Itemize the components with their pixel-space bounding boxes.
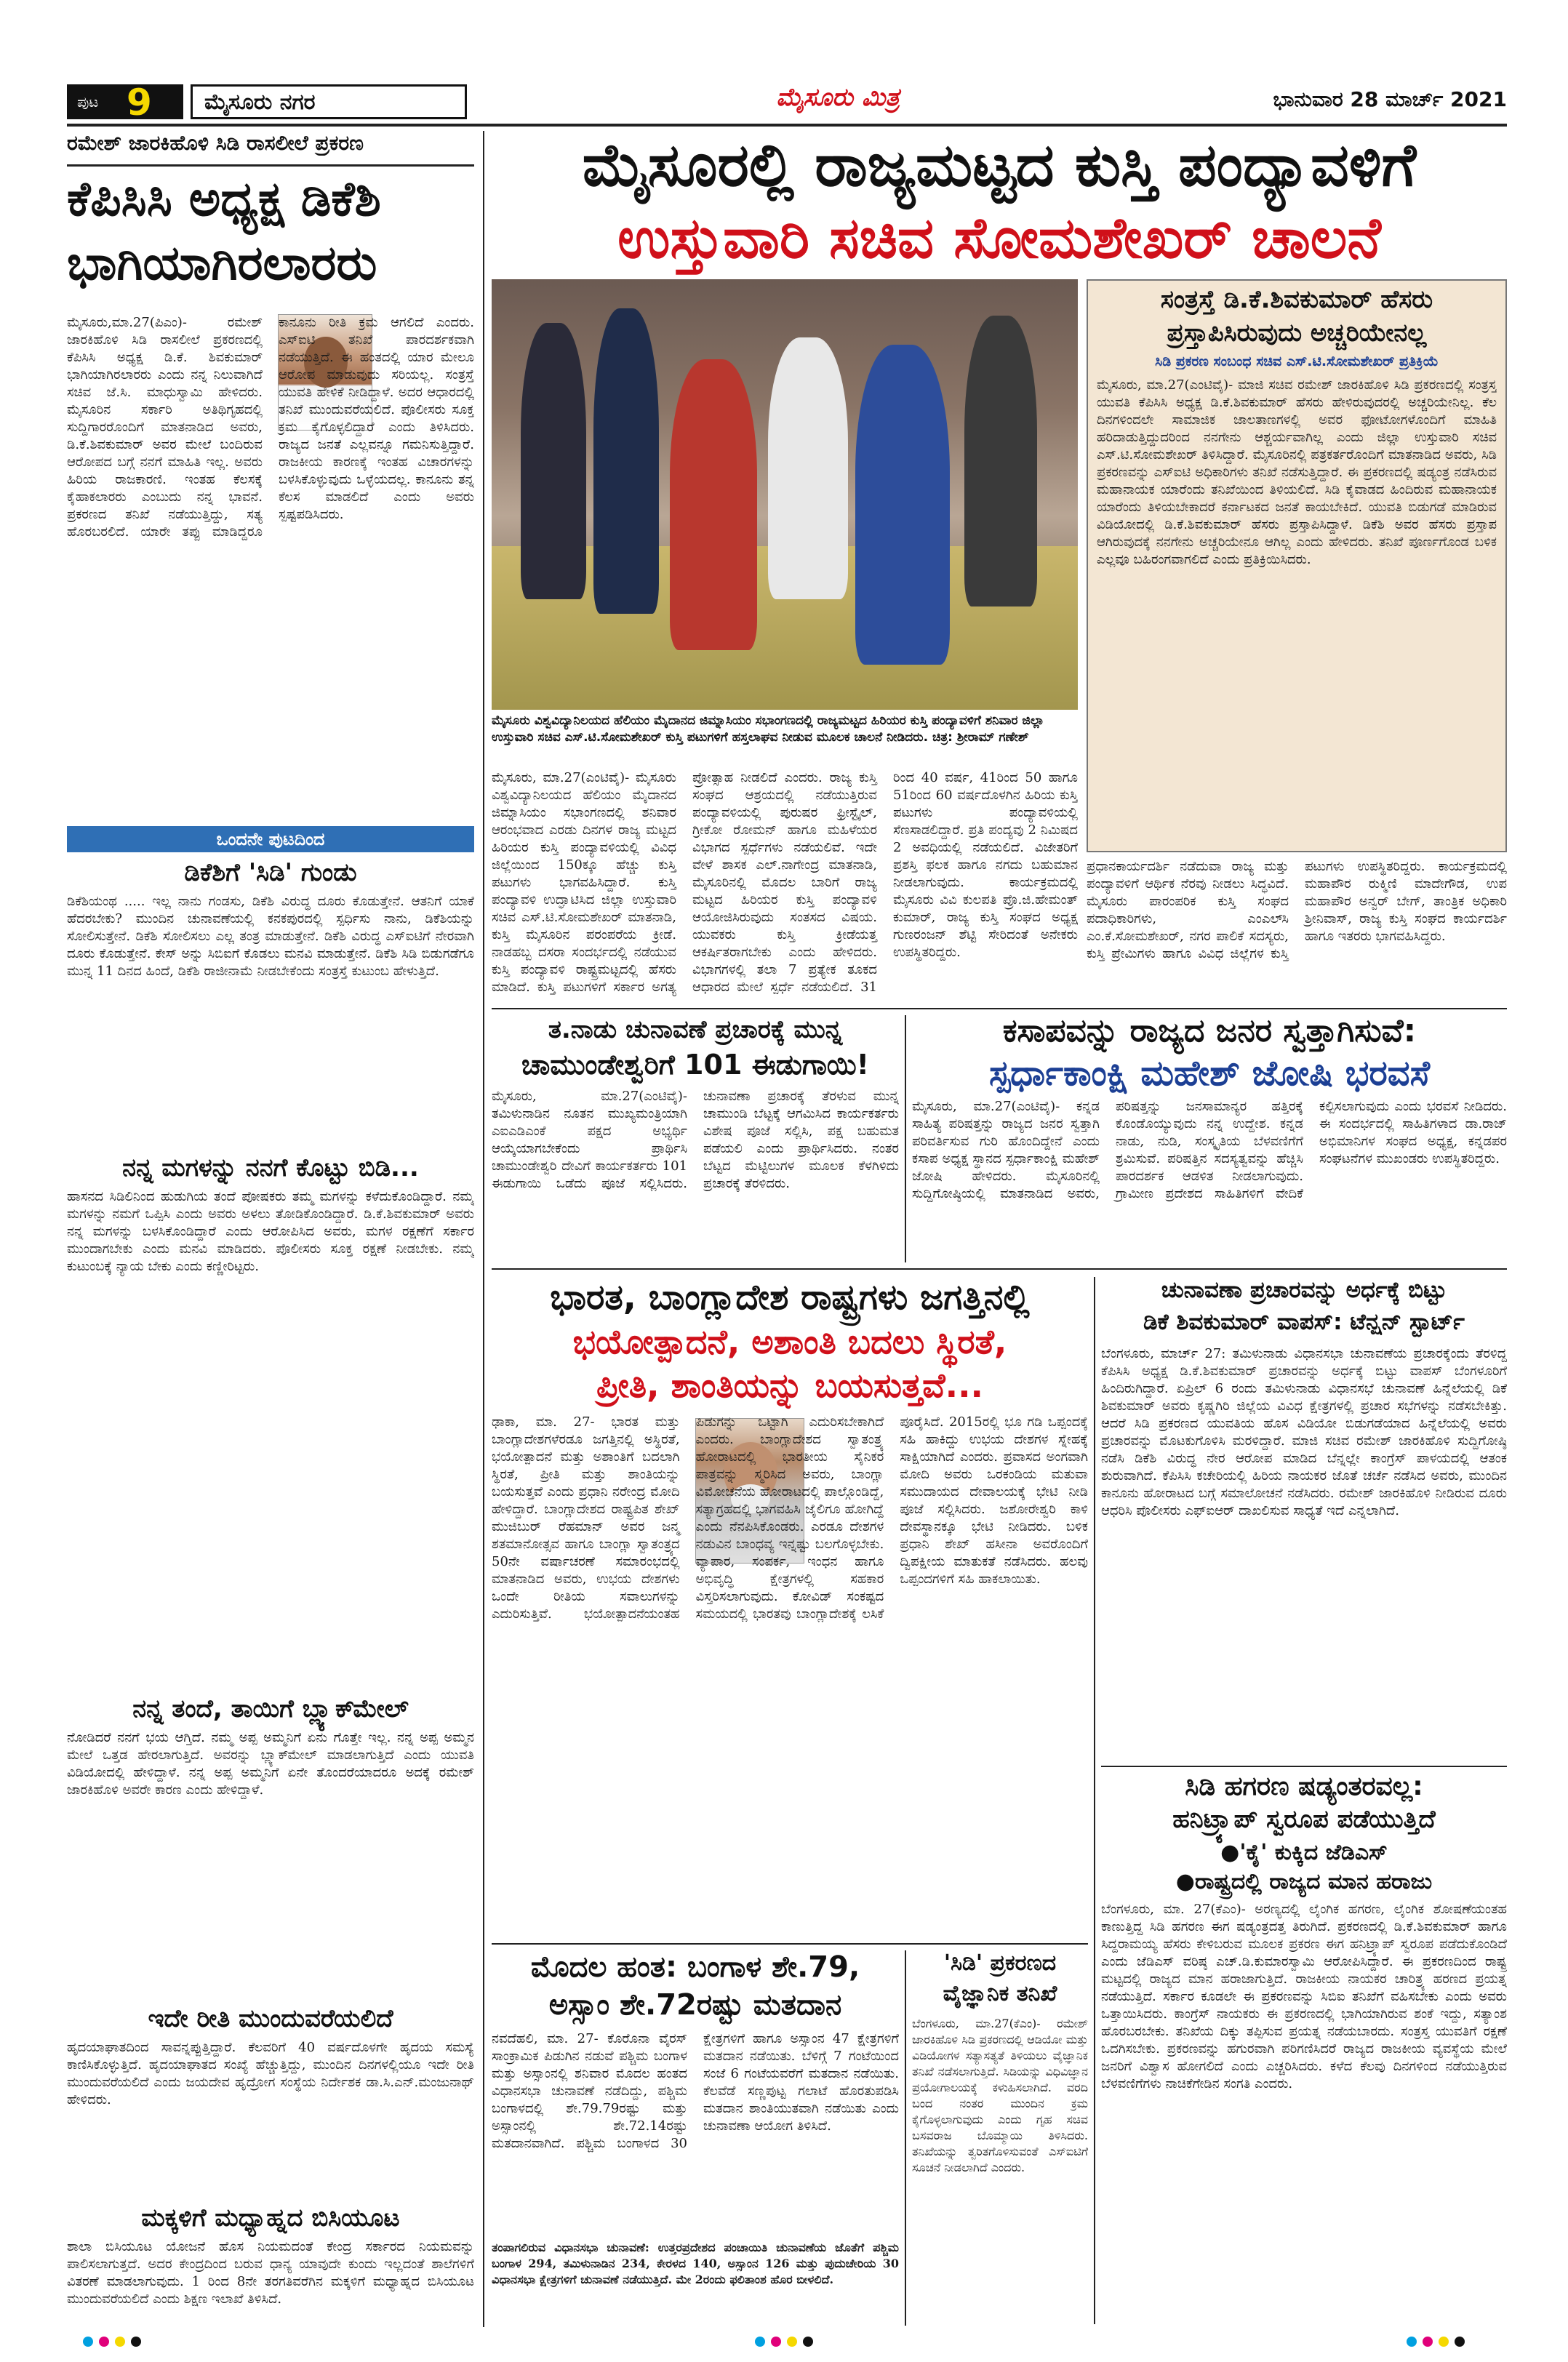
sidebar-headline-2: ಪ್ರಸ್ತಾಪಿಸಿರುವುದು ಅಚ್ಚರಿಯೇನಲ್ಲ <box>1167 319 1427 348</box>
lead-headline-1: ಮೈಸೂರಲ್ಲಿ ರಾಜ್ಯಮಟ್ಟದ ಕುಸ್ತಿ ಪಂದ್ಯಾವಳಿಗೆ <box>582 131 1417 200</box>
column-divider <box>483 131 484 2327</box>
chamundi-headline-2: ಚಾಮುಂಡೇಶ್ವರಿಗೆ 101 ಈಡುಗಾಯಿ! <box>521 1049 870 1081</box>
continued-title-1: ಡಿಕೆಶಿಗೆ 'ಸಿಡಿ' ಗುಂಡು <box>184 858 357 887</box>
registration-marks-left <box>80 2336 167 2350</box>
kasapa-body: ಮೈಸೂರು, ಮಾ.27(ಎಂಟಿವೈ)- ಕನ್ನಡ ಸಾಹಿತ್ಯ ಪರಿಷತ್ತನ್ನು ರಾಜ್ಯದ ಜನರ ಸ್ವತ್ತಾಗಿ ಪರಿವರ್ತಿಸುವ ಗುರಿ ಹೊಂದಿದ್ದೇನೆ ಎಂದು ಕಸಾಪ ಅಧ್ಯಕ್ಷ ಸ್ಥಾನದ ಸ್ಪರ್ಧಾಕಾಂಕ್ಷಿ ಮಹೇಶ್ ಜೋಷಿ ಹೇಳಿದರು. ಮೈಸೂರಿನಲ್ಲಿ ಸುದ್ದಿಗೋಷ್ಠಿಯಲ್ಲಿ ಮಾತನಾಡಿದ ಅವರು, ಪರಿಷತ್ತನ್ನು ಜನಸಾಮಾನ್ಯರ ಹತ್ತಿರಕ್ಕೆ ಕೊಂಡೊಯ್ಯುವುದು ನನ್ನ ಉದ್ದೇಶ. ಕನ್ನಡ ನಾಡು, ನುಡಿ, ಸಂಸ್ಕೃತಿಯ ಬೆಳವಣಿಗೆಗೆ ಶ್ರಮಿಸುವೆ. ಪರಿಷತ್ತಿನ ಸದಸ್ಯತ್ವವನ್ನು ಹೆಚ್ಚಿಸಿ ಪಾರದರ್ಶಕ ಆಡಳಿತ ನೀಡಲಾಗುವುದು. ಗ್ರಾಮೀಣ ಪ್ರದೇಶದ ಸಾಹಿತಿಗಳಿಗೆ ವೇದಿಕೆ ಕಲ್ಪಿಸಲಾಗುವುದು ಎಂದು ಭರವಸೆ ನೀಡಿದರು. ಈ ಸಂದರ್ಭದಲ್ಲಿ ಸಾಹಿತಿಗಳಾದ ಡಾ.ರಾಜ್ ಅಭಿಮಾನಿಗಳ ಸಂಘದ ಅಧ್ಯಕ್ಷ, ಕನ್ನಡಪರ ಸಂಘಟನೆಗಳ ಮುಖಂಡರು ಉಪಸ್ಥಿತರಿದ್ದರು. <box>912 1099 1507 1201</box>
honey-body: ಬೆಂಗಳೂರು, ಮಾ. 27(ಕೆಎಂ)- ಅರಣ್ಯದಲ್ಲಿ ಲೈಂಗಿಕ ಹಗರಣ, ಲೈಂಗಿಕ ಶೋಷಣೆಯಂತಹ ಕಾಣುತ್ತಿದ್ದ ಸಿಡಿ ಹಗರಣ ಈಗ ಷಡ್ಯಂತ್ರದತ್ತ ತಿರುಗಿದೆ. ಪ್ರಕರಣದಲ್ಲಿ ಡಿ.ಕೆ.ಶಿವಕುಮಾರ್ ಹಾಗೂ ಸಿದ್ದರಾಮಯ್ಯ ಹೆಸರು ಕೇಳಿಬರುವ ಮೂಲಕ ಪ್ರಕರಣ ಈಗ ಹನಿಟ್ರ್ಯಾಪ್ ಸ್ವರೂಪ ಪಡೆದುಕೊಂಡಿದೆ ಎಂದು ಜೆಡಿಎಸ್ ವರಿಷ್ಠ ಎಚ್.ಡಿ.ಕುಮಾರಸ್ವಾಮಿ ಆರೋಪಿಸಿದ್ದಾರೆ. ಈ ಪ್ರಕರಣದಿಂದ ರಾಷ್ಟ್ರ ಮಟ್ಟದಲ್ಲಿ ರಾಜ್ಯದ ಮಾನ ಹರಾಜಾಗುತ್ತಿದೆ. ರಾಜಕೀಯ ನಾಯಕರ ಚಾರಿತ್ರ್ಯ ಹರಣದ ಪ್ರಯತ್ನ ನಡೆಯುತ್ತಿದೆ. ಸರ್ಕಾರ ಕೂಡಲೇ ಈ ಪ್ರಕರಣವನ್ನು ಸಿಬಿಐ ತನಿಖೆಗೆ ವಹಿಸಬೇಕು ಎಂದು ಅವರು ಒತ್ತಾಯಿಸಿದರು. ಕಾಂಗ್ರೆಸ್ ನಾಯಕರು ಈ ಪ್ರಕರಣದಲ್ಲಿ ಭಾಗಿಯಾಗಿರುವ ಶಂಕೆ ಇದ್ದು, ಸತ್ಯಾಂಶ ಹೊರಬರಬೇಕು. ತನಿಖೆಯ ದಿಕ್ಕು ತಪ್ಪಿಸುವ ಪ್ರಯತ್ನ ನಡೆಯಬಾರದು. ಸಂತ್ರಸ್ತ ಯುವತಿಗೆ ರಕ್ಷಣೆ ಒದಗಿಸಬೇಕು. ಪ್ರಕರಣವನ್ನು ಹಗುರವಾಗಿ ಪರಿಗಣಿಸಿದರೆ ರಾಜ್ಯದ ರಾಜಕೀಯ ವ್ಯವಸ್ಥೆಯ ಮೇಲೆ ಜನರಿಗೆ ವಿಶ್ವಾಸ ಹೋಗಲಿದೆ ಎಂದು ಎಚ್ಚರಿಸಿದರು. ಕಳೆದ ಕೆಲವು ದಿನಗಳಿಂದ ನಡೆಯುತ್ತಿರುವ ಬೆಳವಣಿಗೆಗಳು ನಾಚಿಕೆಗೇಡಿನ ಸಂಗತಿ ಎಂದರು. <box>1101 1902 1507 2091</box>
continued-title-4: ಇದೇ ರೀತಿ ಮುಂದುವರೆಯಲಿದೆ <box>148 2004 393 2033</box>
continued-body-2: ಹಾಸನದ ಸಿಡಿಲಿನಿಂದ ಹುಡುಗಿಯ ತಂದೆ ಪೋಷಕರು ತಮ್ಮ ಮಗಳನ್ನು ಕಳೆದುಕೊಂಡಿದ್ದಾರೆ. ನಮ್ಮ ಮಗಳನ್ನು ನಮಗೆ ಒಪ್ಪಿಸಿ ಎಂದು ಅವರು ಅಳಲು ತೋಡಿಕೊಂಡಿದ್ದಾರೆ. ಡಿ.ಕೆ.ಶಿವಕುಮಾರ್ ಅವರು ನನ್ನ ಮಗಳನ್ನು ಬಳಸಿಕೊಂಡಿದ್ದಾರೆ ಎಂದು ಆರೋಪಿಸಿದ ಅವರು, ಮಗಳ ರಕ್ಷಣೆಗೆ ಸರ್ಕಾರ ಮುಂದಾಗಬೇಕು ಎಂದು ಮನವಿ ಮಾಡಿದರು. ಪೊಲೀಸರು ಸೂಕ್ತ ರಕ್ಷಣೆ ನೀಡಬೇಕು. ನಮ್ಮ ಕುಟುಂಬಕ್ಕೆ ನ್ಯಾಯ ಬೇಕು ಎಂದು ಕಣ್ಣೀರಿಟ್ಟರು. <box>67 1189 474 1274</box>
masthead <box>67 81 1507 122</box>
registration-marks-right <box>1404 2336 1491 2350</box>
divider <box>492 1943 1088 1945</box>
kpcc-headline-2: ಭಾಗಿಯಾಗಿರಲಾರರು <box>67 235 377 291</box>
column-divider <box>905 1950 906 2326</box>
continued-title-5: ಮಕ್ಕಳಿಗೆ ಮಧ್ಯಾಹ್ನದ ಬಿಸಿಯೂಟ <box>141 2203 400 2233</box>
sidebar-body: ಮೈಸೂರು, ಮಾ.27(ಎಂಟಿವೈ)- ಮಾಜಿ ಸಚಿವ ರಮೇಶ್ ಜಾರಕಿಹೊಳಿ ಸಿಡಿ ಪ್ರಕರಣದಲ್ಲಿ ಸಂತ್ರಸ್ತ ಯುವತಿ ಕೆಪಿಸಿಸಿ ಅಧ್ಯಕ್ಷ ಡಿ.ಕೆ.ಶಿವಕುಮಾರ್ ಹೆಸರು ಹೇಳಿರುವುದರಲ್ಲಿ ಅಚ್ಚರಿಯೇನಿಲ್ಲ. ಕೆಲ ದಿನಗಳಿಂದಲೇ ಸಾಮಾಜಿಕ ಜಾಲತಾಣಗಳಲ್ಲಿ ಅವರ ಫೋಟೋಗಳೊಂದಿಗೆ ಮಾಹಿತಿ ಹರಿದಾಡುತ್ತಿದ್ದುದರಿಂದ ನನಗೇನು ಆಶ್ಚರ್ಯವಾಗಿಲ್ಲ ಎಂದು ಜಿಲ್ಲಾ ಉಸ್ತುವಾರಿ ಸಚಿವ ಎಸ್.ಟಿ.ಸೋಮಶೇಖರ್ ತಿಳಿಸಿದ್ದಾರೆ. ಮೈಸೂರಿನಲ್ಲಿ ಪತ್ರಕರ್ತರೊಂದಿಗೆ ಮಾತನಾಡಿದ ಅವರು, ಸಿಡಿ ಪ್ರಕರಣವನ್ನು ಎಸ್‍ಐಟಿ ಅಧಿಕಾರಿಗಳು ತನಿಖೆ ನಡೆಸುತ್ತಿದ್ದಾರೆ. ಈ ಪ್ರಕರಣದಲ್ಲಿ ಷಡ್ಯಂತ್ರ ನಡೆಸಿರುವ ಮಹಾನಾಯಕ ಯಾರೆಂದು ತನಿಖೆಯಿಂದ ತಿಳಿಯಲಿದೆ. ಸಿಡಿ ಕೈವಾಡದ ಹಿಂದಿರುವ ಮಹಾನಾಯಕ ಯಾರೆಂದು ತಿಳಿಯಬೇಕಾದರೆ ಕರ್ನಾಟಕದ ಜನತೆ ಕಾಯಬೇಕಿದೆ. ಯುವತಿ ಬಿಡುಗಡೆ ಮಾಡಿರುವ ವಿಡಿಯೋದಲ್ಲಿ ಡಿ.ಕೆ.ಶಿವಕುಮಾರ್ ಹೆಸರು ಪ್ರಸ್ತಾಪಿಸಿದ್ದಾಳೆ. ಡಿಕೆಶಿ ಅವರ ಹೆಸರು ಪ್ರಸ್ತಾಪ ಆಗಿರುವುದಕ್ಕೆ ನನಗೇನು ಅಚ್ಚರಿಯೇನೂ ಆಗಿಲ್ಲ ಎಂದು ಹೇಳಿದರು. ತನಿಖೆ ಪೂರ್ಣಗೊಂಡ ಬಳಿಕ ಎಲ್ಲವೂ ಬಹಿರಂಗವಾಗಲಿದೆ ಎಂದು ಪ್ರತಿಕ್ರಿಯಿಸಿದರು. <box>1097 377 1497 567</box>
registration-dot <box>131 2337 141 2347</box>
chamundi-body: ಮೈಸೂರು, ಮಾ.27(ಎಂಟಿವೈ)- ತಮಿಳುನಾಡಿನ ನೂತನ ಮುಖ್ಯಮಂತ್ರಿಯಾಗಿ ಎಐಎಡಿಎಂಕೆ ಪಕ್ಷದ ಅಭ್ಯರ್ಥಿ ಆಯ್ಕೆಯಾಗಬೇಕೆಂದು ಪ್ರಾರ್ಥಿಸಿ ಚಾಮುಂಡೇಶ್ವರಿ ದೇವಿಗೆ ಕಾರ್ಯಕರ್ತರು 101 ಈಡುಗಾಯಿ ಒಡೆದು ಪೂಜೆ ಸಲ್ಲಿಸಿದರು. ಚುನಾವಣಾ ಪ್ರಚಾರಕ್ಕೆ ತೆರಳುವ ಮುನ್ನ ಚಾಮುಂಡಿ ಬೆಟ್ಟಕ್ಕೆ ಆಗಮಿಸಿದ ಕಾರ್ಯಕರ್ತರು ವಿಶೇಷ ಪೂಜೆ ಸಲ್ಲಿಸಿ, ಪಕ್ಷ ಬಹುಮತ ಪಡೆಯಲಿ ಎಂದು ಪ್ರಾರ್ಥಿಸಿದರು. ನಂತರ ಬೆಟ್ಟದ ಮೆಟ್ಟಿಲುಗಳ ಮೂಲಕ ಕೆಳಗಿಳಿದು ಪ್ರಚಾರಕ್ಕೆ ತೆರಳಿದರು. <box>492 1089 899 1191</box>
sidebar-dks-box <box>1087 279 1507 852</box>
dks-wapas-body: ಬೆಂಗಳೂರು, ಮಾರ್ಚ್ 27: ತಮಿಳುನಾಡು ವಿಧಾನಸಭಾ ಚುನಾವಣೆಯ ಪ್ರಚಾರಕ್ಕೆಂದು ತೆರಳಿದ್ದ ಕೆಪಿಸಿಸಿ ಅಧ್ಯಕ್ಷ ಡಿ.ಕೆ.ಶಿವಕುಮಾರ್ ಪ್ರಚಾರವನ್ನು ಅರ್ಧಕ್ಕೆ ಬಿಟ್ಟು ವಾಪಸ್ ಬೆಂಗಳೂರಿಗೆ ಹಿಂದಿರುಗಿದ್ದಾರೆ. ಏಪ್ರಿಲ್ 6 ರಂದು ತಮಿಳುನಾಡು ವಿಧಾನಸಭೆ ಚುನಾವಣೆ ಹಿನ್ನೆಲೆಯಲ್ಲಿ ಡಿಕೆ ಶಿವಕುಮಾರ್ ಅವರು ಕೃಷ್ಣಗಿರಿ ಜಿಲ್ಲೆಯ ವಿವಿಧ ಕ್ಷೇತ್ರಗಳಲ್ಲಿ ಪ್ರಚಾರ ಸಭೆಗಳನ್ನು ನಡೆಸಬೇಕಿತ್ತು. ಆದರೆ ಸಿಡಿ ಪ್ರಕರಣದ ಯುವತಿಯ ಹೊಸ ವಿಡಿಯೋ ಬಿಡುಗಡೆಯಾದ ಹಿನ್ನೆಲೆಯಲ್ಲಿ ಅವರು ಪ್ರಚಾರವನ್ನು ಮೊಟಕುಗೊಳಿಸಿ ಮರಳಿದ್ದಾರೆ. ಮಾಜಿ ಸಚಿವ ರಮೇಶ್ ಜಾರಕಿಹೊಳಿ ಸುದ್ದಿಗೋಷ್ಠಿ ನಡೆಸಿ ಡಿಕೆಶಿ ವಿರುದ್ಧ ನೇರ ಆರೋಪ ಮಾಡಿದ ಬೆನ್ನಲ್ಲೇ ಕಾಂಗ್ರೆಸ್ ಪಾಳಯದಲ್ಲಿ ಆತಂಕ ಶುರುವಾಗಿದೆ. ಕೆಪಿಸಿಸಿ ಕಚೇರಿಯಲ್ಲಿ ಹಿರಿಯ ನಾಯಕರ ಜೊತೆ ಚರ್ಚೆ ನಡೆಸಿದ ಅವರು, ಮುಂದಿನ ಕಾನೂನು ಹೋರಾಟದ ಬಗ್ಗೆ ಸಮಾಲೋಚನೆ ನಡೆಸಿದರು. ರಮೇಶ್ ಜಾರಕಿಹೊಳಿ ನೀಡಿರುವ ದೂರು ಆಧರಿಸಿ ಪೊಲೀಸರು ಎಫ್‍ಐಆರ್ ದಾಖಲಿಸುವ ಸಾಧ್ಯತೆ ಇದೆ ಎನ್ನಲಾಗಿದೆ. <box>1101 1346 1507 1518</box>
sidebar-deck: ಸಿಡಿ ಪ್ರಕರಣ ಸಂಬಂಧ ಸಚಿವ ಎಸ್.ಟಿ.ಸೋಮಶೇಖರ್ ಪ್ರತಿಕ್ರಿಯೆ <box>1155 353 1439 369</box>
masthead-rule <box>67 124 1507 127</box>
paper-name: ಮೈಸೂರು ಮಿತ್ರ <box>776 83 900 112</box>
registration-dot <box>99 2337 109 2347</box>
sidebar-headline-1: ಸಂತ್ರಸ್ತೆ ಡಿ.ಕೆ.ಶಿವಕುಮಾರ್ ಹೆಸರು <box>1160 285 1433 314</box>
registration-dot <box>1423 2337 1433 2347</box>
continued-title-2: ನನ್ನ ಮಗಳನ್ನು ನನಗೆ ಕೊಟ್ಟು ಬಿಡಿ... <box>122 1153 419 1182</box>
continued-body-3: ನೋಡಿದರೆ ನನಗೆ ಭಯ ಆಗ್ತಿದೆ. ನಮ್ಮ ಅಪ್ಪ ಅಮ್ಮನಿಗೆ ಏನು ಗೊತ್ತೇ ಇಲ್ಲ. ನನ್ನ ಅಪ್ಪ ಅಮ್ಮನ ಮೇಲೆ ಒತ್ತಡ ಹೇರಲಾಗುತ್ತಿದೆ. ಅವರನ್ನು ಬ್ಲ್ಯಾಕ್‍ಮೇಲ್ ಮಾಡಲಾಗುತ್ತಿದೆ ಎಂದು ಯುವತಿ ವಿಡಿಯೋದಲ್ಲಿ ಹೇಳಿದ್ದಾಳೆ. ನನ್ನ ಅಪ್ಪ ಅಮ್ಮನಿಗೆ ಏನೇ ತೊಂದರೆಯಾದರೂ ಅದಕ್ಕೆ ರಮೇಶ್ ಜಾರಕಿಹೊಳಿ ಅವರೇ ಕಾರಣ ಎಂದು ಹೇಳಿದ್ದಾಳೆ. <box>67 1730 474 1798</box>
kpcc-kicker: ರಮೇಶ್ ಜಾರಕಿಹೊಳಿ ಸಿಡಿ ರಾಸಲೀಲೆ ಪ್ರಕರಣ <box>67 131 364 155</box>
section-name: ಮೈಸೂರು ನಗರ <box>191 84 467 119</box>
photo-person <box>964 316 1037 606</box>
photo-person <box>768 337 848 599</box>
divider <box>1101 1766 1507 1767</box>
kasapa-headline-1: ಕಸಾಪವನ್ನು ರಾಜ್ಯದ ಜನರ ಸ್ವತ್ತಾಗಿಸುವೆ: <box>1002 1012 1417 1049</box>
india-headline-3: ಪ್ರೀತಿ, ಶಾಂತಿಯನ್ನು ಬಯಸುತ್ತವೆ... <box>596 1366 984 1405</box>
registration-dot <box>1407 2337 1417 2347</box>
registration-dot <box>1439 2337 1449 2347</box>
cd-probe-body: ಬೆಂಗಳೂರು, ಮಾ.27(ಕೆಎಂ)- ರಮೇಶ್ ಜಾರಕಿಹೊಳಿ ಸಿಡಿ ಪ್ರಕರಣದಲ್ಲಿ ಆಡಿಯೋ ಮತ್ತು ವಿಡಿಯೋಗಳ ಸತ್ಯಾಸತ್ಯತೆ ತಿಳಿಯಲು ವೈಜ್ಞಾನಿಕ ತನಿಖೆ ನಡೆಸಲಾಗುತ್ತಿದೆ. ಸಿಡಿಯನ್ನು ವಿಧಿವಿಜ್ಞಾನ ಪ್ರಯೋಗಾಲಯಕ್ಕೆ ಕಳುಹಿಸಲಾಗಿದೆ. ವರದಿ ಬಂದ ನಂತರ ಮುಂದಿನ ಕ್ರಮ ಕೈಗೊಳ್ಳಲಾಗುವುದು ಎಂದು ಗೃಹ ಸಚಿವ ಬಸವರಾಜ ಬೊಮ್ಮಾಯಿ ತಿಳಿಸಿದರು. ತನಿಖೆಯನ್ನು ತ್ವರಿತಗೊಳಿಸುವಂತೆ ಎಸ್‍ಐಟಿಗೆ ಸೂಚನೆ ನೀಡಲಾಗಿದೆ ಎಂದರು. <box>912 2017 1088 2174</box>
honey-headline-1: ಸಿಡಿ ಹಗರಣ ಷಡ್ಯಂತರವಲ್ಲ: <box>1185 1772 1423 1801</box>
photo-person <box>593 308 659 614</box>
photo-person <box>855 345 950 665</box>
kpcc-body: ಮೈಸೂರು,ಮಾ.27(ಪಿಎಂ)- ರಮೇಶ್ ಜಾರಕಿಹೊಳಿ ಸಿಡಿ ರಾಸಲೀಲೆ ಪ್ರಕರಣದಲ್ಲಿ ಕೆಪಿಸಿಸಿ ಅಧ್ಯಕ್ಷ ಡಿ.ಕೆ. ಶಿವಕುಮಾರ್ ಭಾಗಿಯಾಗಿರಲಾರರು ಎಂದು ನನ್ನ ನಿಲುವಾಗಿದೆ ಸಚಿವ ಜೆ.ಸಿ. ಮಾಧುಸ್ವಾಮಿ ಹೇಳಿದರು. ಮೈಸೂರಿನ ಸರ್ಕಾರಿ ಅತಿಥಿಗೃಹದಲ್ಲಿ ಸುದ್ದಿಗಾರರೊಂದಿಗೆ ಮಾತನಾಡಿದ ಅವರು, ಡಿ.ಕೆ.ಶಿವಕುಮಾರ್ ಅವರ ಮೇಲೆ ಬಂದಿರುವ ಆರೋಪದ ಬಗ್ಗೆ ನನಗೆ ಮಾಹಿತಿ ಇಲ್ಲ. ಅವರು ಹಿರಿಯ ರಾಜಕಾರಣಿ. ಇಂತಹ ಕೆಲಸಕ್ಕೆ ಕೈಹಾಕಲಾರರು ಎಂಬುದು ನನ್ನ ಭಾವನೆ. ಪ್ರಕರಣದ ತನಿಖೆ ನಡೆಯುತ್ತಿದ್ದು, ಸತ್ಯ ಹೊರಬರಲಿದೆ. ಯಾರೇ ತಪ್ಪು ಮಾಡಿದ್ದರೂ ಕಾನೂನು ರೀತಿ ಕ್ರಮ ಆಗಲಿದೆ ಎಂದರು. ಎಸ್‍ಐಟಿ ತನಿಖೆ ಪಾರದರ್ಶಕವಾಗಿ ನಡೆಯುತ್ತಿದೆ. ಈ ಹಂತದಲ್ಲಿ ಯಾರ ಮೇಲೂ ಆರೋಪ ಮಾಡುವುದು ಸರಿಯಲ್ಲ. ಸಂತ್ರಸ್ತೆ ಯುವತಿ ಹೇಳಿಕೆ ನೀಡಿದ್ದಾಳೆ. ಅದರ ಆಧಾರದಲ್ಲಿ ತನಿಖೆ ಮುಂದುವರೆಯಲಿದೆ. ಪೊಲೀಸರು ಸೂಕ್ತ ಕ್ರಮ ಕೈಗೊಳ್ಳಲಿದ್ದಾರೆ ಎಂದು ತಿಳಿಸಿದರು. ರಾಜ್ಯದ ಜನತೆ ಎಲ್ಲವನ್ನೂ ಗಮನಿಸುತ್ತಿದ್ದಾರೆ. ರಾಜಕೀಯ ಕಾರಣಕ್ಕೆ ಇಂತಹ ವಿಚಾರಗಳನ್ನು ಬಳಸಿಕೊಳ್ಳುವುದು ಒಳ್ಳೆಯದಲ್ಲ. ಕಾನೂನು ತನ್ನ ಕೆಲಸ ಮಾಡಲಿದೆ ಎಂದು ಅವರು ಸ್ಪಷ್ಟಪಡಿಸಿದರು. <box>67 315 474 540</box>
registration-dot <box>771 2337 781 2347</box>
india-headline-1: ಭಾರತ, ಬಾಂಗ್ಲಾದೇಶ ರಾಷ್ಟ್ರಗಳು ಜಗತ್ತಿನಲ್ಲಿ <box>550 1277 1030 1318</box>
issue-date: ಭಾನುವಾರ 28 ಮಾರ್ಚ್ 2021 <box>1273 87 1507 111</box>
india-body: ಢಾಕಾ, ಮಾ. 27- ಭಾರತ ಮತ್ತು ಬಾಂಗ್ಲಾದೇಶಗಳೆರಡೂ ಜಗತ್ತಿನಲ್ಲಿ ಅಸ್ಥಿರತೆ, ಭಯೋತ್ಪಾದನೆ ಮತ್ತು ಅಶಾಂತಿಗೆ ಬದಲಾಗಿ ಸ್ಥಿರತೆ, ಪ್ರೀತಿ ಮತ್ತು ಶಾಂತಿಯನ್ನು ಬಯಸುತ್ತವೆ ಎಂದು ಪ್ರಧಾನಿ ನರೇಂದ್ರ ಮೋದಿ ಹೇಳಿದ್ದಾರೆ. ಬಾಂಗ್ಲಾದೇಶದ ರಾಷ್ಟ್ರಪಿತ ಶೇಖ್ ಮುಜಿಬುರ್ ರೆಹಮಾನ್ ಅವರ ಜನ್ಮ ಶತಮಾನೋತ್ಸವ ಹಾಗೂ ಬಾಂಗ್ಲಾ ಸ್ವಾತಂತ್ರ್ಯದ 50ನೇ ವರ್ಷಾಚರಣೆ ಸಮಾರಂಭದಲ್ಲಿ ಮಾತನಾಡಿದ ಅವರು, ಉಭಯ ದೇಶಗಳು ಒಂದೇ ರೀತಿಯ ಸವಾಲುಗಳನ್ನು ಎದುರಿಸುತ್ತಿವೆ. ಭಯೋತ್ಪಾದನೆಯಂತಹ ಪಿಡುಗನ್ನು ಒಟ್ಟಾಗಿ ಎದುರಿಸಬೇಕಾಗಿದೆ ಎಂದರು. ಬಾಂಗ್ಲಾದೇಶದ ಸ್ವಾತಂತ್ರ್ಯ ಹೋರಾಟದಲ್ಲಿ ಭಾರತೀಯ ಸೈನಿಕರ ಪಾತ್ರವನ್ನು ಸ್ಮರಿಸಿದ ಅವರು, ಬಾಂಗ್ಲಾ ವಿಮೋಚನೆಯ ಹೋರಾಟದಲ್ಲಿ ಪಾಲ್ಗೊಂಡಿದ್ದೆ, ಸತ್ಯಾಗ್ರಹದಲ್ಲಿ ಭಾಗವಹಿಸಿ ಜೈಲಿಗೂ ಹೋಗಿದ್ದೆ ಎಂದು ನೆನಪಿಸಿಕೊಂಡರು. ಎರಡೂ ದೇಶಗಳ ನಡುವಿನ ಬಾಂಧವ್ಯ ಇನ್ನಷ್ಟು ಬಲಗೊಳ್ಳಬೇಕು. ವ್ಯಾಪಾರ, ಸಂಪರ್ಕ, ಇಂಧನ ಹಾಗೂ ಅಭಿವೃದ್ಧಿ ಕ್ಷೇತ್ರಗಳಲ್ಲಿ ಸಹಕಾರ ವಿಸ್ತರಿಸಲಾಗುವುದು. ಕೋವಿಡ್ ಸಂಕಷ್ಟದ ಸಮಯದಲ್ಲಿ ಭಾರತವು ಬಾಂಗ್ಲಾದೇಶಕ್ಕೆ ಲಸಿಕೆ ಪೂರೈಸಿದೆ. 2015ರಲ್ಲಿ ಭೂ ಗಡಿ ಒಪ್ಪಂದಕ್ಕೆ ಸಹಿ ಹಾಕಿದ್ದು ಉಭಯ ದೇಶಗಳ ಸ್ನೇಹಕ್ಕೆ ಸಾಕ್ಷಿಯಾಗಿದೆ ಎಂದರು. ಪ್ರವಾಸದ ಅಂಗವಾಗಿ ಮೋದಿ ಅವರು ಒರಕಂಡಿಯ ಮತುವಾ ಸಮುದಾಯದ ದೇವಾಲಯಕ್ಕೆ ಭೇಟಿ ನೀಡಿ ಪೂಜೆ ಸಲ್ಲಿಸಿದರು. ಜಶೋರೇಶ್ವರಿ ಕಾಳಿ ದೇವಸ್ಥಾನಕ್ಕೂ ಭೇಟಿ ನೀಡಿದರು. ಬಳಿಕ ಪ್ರಧಾನಿ ಶೇಖ್ ಹಸೀನಾ ಅವರೊಂದಿಗೆ ದ್ವಿಪಕ್ಷೀಯ ಮಾತುಕತೆ ನಡೆಸಿದರು. ಹಲವು ಒಪ್ಪಂದಗಳಿಗೆ ಸಹಿ ಹಾಕಲಾಯಿತು. <box>492 1414 1088 1622</box>
dks-wapas-headline-2: ಡಿಕೆ ಶಿವಕುಮಾರ್ ವಾಪಸ್: ಟೆನ್ಷನ್ ಸ್ಟಾರ್ಟ್ <box>1143 1309 1465 1335</box>
continued-title-3: ನನ್ನ ತಂದೆ, ತಾಯಿಗೆ ಬ್ಲ್ಯಾಕ್‍ಮೇಲ್ <box>132 1694 409 1724</box>
continued-body-1: ಡಿಕೆಶಿಯಂಥ ..... ಇಲ್ಲ ನಾನು ಗಂಡಸು, ಡಿಕೆಶಿ ವಿರುದ್ಧ ದೂರು ಕೊಡುತ್ತೇನೆ. ಆತನಿಗೆ ಯಾಕೆ ಹೆದರಬೇಕು? ಮುಂದಿನ ಚುನಾವಣೆಯಲ್ಲಿ ಕನಕಪುರದಲ್ಲಿ ಸ್ಪರ್ಧಿಸು ನಾನು, ಡಿಕೆಶಿಯನ್ನು ಸೋಲಿಸುತ್ತೇನೆ. ಡಿಕೆಶಿ ಸೋಲಿಸಲು ಎಲ್ಲ ತಂತ್ರ ಮಾಡುತ್ತೇನೆ. ಡಿಕೆಶಿ ವಿರುದ್ಧ ಎಸ್‍ಐಟಿಗೆ ನೇರವಾಗಿ ದೂರು ಕೊಡುತ್ತೇನೆ. ಕೇಸ್ ಅನ್ನು ಸಿಬಿಐಗೆ ಕೊಡಲು ಮನವಿ ಮಾಡುತ್ತೇನೆ. ಡಿಕೆಶಿ ಸಿಡಿ ಬಿಡುಗಡೆಗೂ ಮುನ್ನ 11 ದಿನದ ಹಿಂದೆ, ಡಿಕೆಶಿ ರಾಜೀನಾಮೆ ನೀಡಬೇಕೆಂದು ಸಂತ್ರಸ್ತೆ ಕುಟುಂಬ ಹೇಳುತ್ತಿದೆ. <box>67 894 474 979</box>
page-number: 9 <box>127 81 152 124</box>
election-body: ನವದೆಹಲಿ, ಮಾ. 27- ಕೊರೊನಾ ವೈರಸ್ ಸಾಂಕ್ರಾಮಿಕ ಪಿಡುಗಿನ ನಡುವೆ ಪಶ್ಚಿಮ ಬಂಗಾಳ ಮತ್ತು ಅಸ್ಸಾಂನಲ್ಲಿ ಶನಿವಾರ ಮೊದಲ ಹಂತದ ವಿಧಾನಸಭಾ ಚುನಾವಣೆ ನಡೆದಿದ್ದು, ಪಶ್ಚಿಮ ಬಂಗಾಳದಲ್ಲಿ ಶೇ.79.79ರಷ್ಟು ಮತ್ತು ಅಸ್ಸಾಂನಲ್ಲಿ ಶೇ.72.14ರಷ್ಟು ಮತದಾನವಾಗಿದೆ. ಪಶ್ಚಿಮ ಬಂಗಾಳದ 30 ಕ್ಷೇತ್ರಗಳಿಗೆ ಹಾಗೂ ಅಸ್ಸಾಂನ 47 ಕ್ಷೇತ್ರಗಳಿಗೆ ಮತದಾನ ನಡೆಯಿತು. ಬೆಳಿಗ್ಗೆ 7 ಗಂಟೆಯಿಂದ ಸಂಜೆ 6 ಗಂಟೆಯವರೆಗೆ ಮತದಾನ ನಡೆಯಿತು. ಕೆಲವೆಡೆ ಸಣ್ಣಪುಟ್ಟ ಗಲಾಟೆ ಹೊರತುಪಡಿಸಿ ಮತದಾನ ಶಾಂತಿಯುತವಾಗಿ ನಡೆಯಿತು ಎಂದು ಚುನಾವಣಾ ಆಯೋಗ ತಿಳಿಸಿದೆ. <box>492 2031 899 2151</box>
chamundi-headline-1: ತ.ನಾಡು ಚುನಾವಣೆ ಪ್ರಚಾರಕ್ಕೆ ಮುನ್ನ <box>548 1015 843 1044</box>
honey-headline-2: ಹನಿಟ್ರ್ಯಾಪ್ ಸ್ವರೂಪ ಪಡೆಯುತ್ತಿದೆ <box>1172 1805 1436 1834</box>
divider <box>67 164 474 167</box>
lead-body: ಮೈಸೂರು, ಮಾ.27(ಎಂಟಿವೈ)- ಮೈಸೂರು ವಿಶ್ವವಿದ್ಯಾನಿಲಯದ ಹೆಲಿಯಂ ಮೈದಾನದ ಜಿಮ್ನಾಸಿಯಂ ಸಭಾಂಗಣದಲ್ಲಿ ಶನಿವಾರ ಆರಂಭವಾದ ಎರಡು ದಿನಗಳ ರಾಜ್ಯ ಮಟ್ಟದ ಹಿರಿಯರ ಕುಸ್ತಿ ಪಂದ್ಯಾವಳಿಯಲ್ಲಿ ವಿವಿಧ ಜಿಲ್ಲೆಯಿಂದ 150ಕ್ಕೂ ಹೆಚ್ಚು ಕುಸ್ತಿ ಪಟುಗಳು ಭಾಗವಹಿಸಿದ್ದಾರೆ. ಕುಸ್ತಿ ಪಂದ್ಯಾವಳಿ ಉದ್ಘಾಟಿಸಿದ ಜಿಲ್ಲಾ ಉಸ್ತುವಾರಿ ಸಚಿವ ಎಸ್.ಟಿ.ಸೋಮಶೇಖರ್ ಮಾತನಾಡಿ, ಕುಸ್ತಿ ಮೈಸೂರಿನ ಪರಂಪರೆಯ ಕ್ರೀಡೆ. ನಾಡಹಬ್ಬ ದಸರಾ ಸಂದರ್ಭದಲ್ಲಿ ನಡೆಯುವ ಕುಸ್ತಿ ಪಂದ್ಯಾವಳಿ ರಾಷ್ಟ್ರಮಟ್ಟದಲ್ಲಿ ಹೆಸರು ಮಾಡಿದೆ. ಕುಸ್ತಿ ಪಟುಗಳಿಗೆ ಸರ್ಕಾರ ಅಗತ್ಯ ಪ್ರೋತ್ಸಾಹ ನೀಡಲಿದೆ ಎಂದರು. ರಾಜ್ಯ ಕುಸ್ತಿ ಸಂಘದ ಆಶ್ರಯದಲ್ಲಿ ನಡೆಯುತ್ತಿರುವ ಪಂದ್ಯಾವಳಿಯಲ್ಲಿ ಪುರುಷರ ಫ್ರೀಸ್ಟೈಲ್, ಗ್ರೀಕೋ ರೋಮನ್ ಹಾಗೂ ಮಹಿಳೆಯರ ವಿಭಾಗದ ಸ್ಪರ್ಧೆಗಳು ನಡೆಯಲಿವೆ. ಇದೇ ವೇಳೆ ಶಾಸಕ ಎಲ್.ನಾಗೇಂದ್ರ ಮಾತನಾಡಿ, ಮೈಸೂರಿನಲ್ಲಿ ಮೊದಲ ಬಾರಿಗೆ ರಾಜ್ಯ ಮಟ್ಟದ ಹಿರಿಯರ ಕುಸ್ತಿ ಪಂದ್ಯಾವಳಿ ಆಯೋಜಿಸಿರುವುದು ಸಂತಸದ ವಿಷಯ. ಯುವಕರು ಕುಸ್ತಿ ಕ್ರೀಡೆಯತ್ತ ಆಕರ್ಷಿತರಾಗಬೇಕು ಎಂದು ಹೇಳಿದರು. ವಿಭಾಗಗಳಲ್ಲಿ ತಲಾ 7 ಪ್ರತ್ಯೇಕ ತೂಕದ ಆಧಾರದ ಮೇಲೆ ಸ್ಪರ್ಧೆ ನಡೆಯಲಿದೆ. 31 ರಿಂದ 40 ವರ್ಷ, 41ರಿಂದ 50 ಹಾಗೂ 51ರಿಂದ 60 ವರ್ಷದೊಳಗಿನ ಹಿರಿಯ ಕುಸ್ತಿ ಪಟುಗಳು ಪಂದ್ಯಾವಳಿಯಲ್ಲಿ ಸೆಣಸಾಡಲಿದ್ದಾರೆ. ಪ್ರತಿ ಪಂದ್ಯವು 2 ನಿಮಿಷದ 2 ಅವಧಿಯಲ್ಲಿ ನಡೆಯಲಿದೆ. ವಿಜೇತರಿಗೆ ಪ್ರಶಸ್ತಿ ಫಲಕ ಹಾಗೂ ನಗದು ಬಹುಮಾನ ನೀಡಲಾಗುವುದು. ಕಾರ್ಯಕ್ರಮದಲ್ಲಿ ಮೈಸೂರು ವಿವಿ ಕುಲಪತಿ ಪ್ರೊ.ಜಿ.ಹೇಮಂತ್ ಕುಮಾರ್, ರಾಜ್ಯ ಕುಸ್ತಿ ಸಂಘದ ಅಧ್ಯಕ್ಷ ಗುಣರಂಜನ್ ಶೆಟ್ಟಿ ಸೇರಿದಂತೆ ಅನೇಕರು ಉಪಸ್ಥಿತರಿದ್ದರು. <box>492 770 1078 995</box>
india-headline-2: ಭಯೋತ್ಪಾದನೆ, ಅಶಾಂತಿ ಬದಲು ಸ್ಥಿರತೆ, <box>572 1322 1007 1361</box>
lead-continued-body: ಪ್ರಧಾನಕಾರ್ಯದರ್ಶಿ ನಡೆದುವಾ ರಾಜ್ಯ ಮತ್ತು ಪಂದ್ಯಾವಳಿಗೆ ಆರ್ಥಿಕ ನೆರವು ನೀಡಲು ಸಿದ್ಧವಿದೆ. ಮೈಸೂರು ಪಾರಂಪರಿಕ ಕುಸ್ತಿ ಸಂಘದ ಪದಾಧಿಕಾರಿಗಳು, ಎಂಎಲ್‍ಸಿ ಎಂ.ಕೆ.ಸೋಮಶೇಖರ್, ನಗರ ಪಾಲಿಕೆ ಸದಸ್ಯರು, ಕುಸ್ತಿ ಪ್ರೇಮಿಗಳು ಹಾಗೂ ವಿವಿಧ ಜಿಲ್ಲೆಗಳ ಕುಸ್ತಿ ಪಟುಗಳು ಉಪಸ್ಥಿತರಿದ್ದರು. ಕಾರ್ಯಕ್ರಮದಲ್ಲಿ ಮಹಾಪೌರ ರುಕ್ಮಿಣಿ ಮಾದೇಗೌಡ, ಉಪ ಮಹಾಪೌರ ಅನ್ವರ್ ಬೇಗ್, ತಾಂತ್ರಿಕ ಅಧಿಕಾರಿ ಶ್ರೀನಿವಾಸ್, ರಾಜ್ಯ ಕುಸ್ತಿ ಸಂಘದ ಕಾರ್ಯದರ್ಶಿ ಹಾಗೂ ಇತರರು ಭಾಗವಹಿಸಿದ್ದರು. <box>1087 859 1507 961</box>
wrestling-photo <box>492 279 1078 710</box>
continued-section-bar: ಒಂದನೇ ಪುಟದಿಂದ <box>67 826 474 852</box>
election-headline-2: ಅಸ್ಸಾಂ ಶೇ.72ರಷ್ಟು ಮತದಾನ <box>548 1988 842 2022</box>
cd-probe-headline-1: 'ಸಿಡಿ' ಪ್ರಕರಣದ <box>943 1950 1057 1976</box>
photo-person <box>670 359 757 650</box>
lead-photo-caption: ಮೈಸೂರು ವಿಶ್ವವಿದ್ಯಾನಿಲಯದ ಹೆಲಿಯಂ ಮೈದಾನದ ಜಿಮ್ನಾಸಿಯಂ ಸಭಾಂಗಣದಲ್ಲಿ ರಾಜ್ಯಮಟ್ಟದ ಹಿರಿಯರ ಕುಸ್ತಿ ಪಂದ್ಯಾವಳಿಗೆ ಶನಿವಾರ ಜಿಲ್ಲಾ ಉಸ್ತುವಾರಿ ಸಚಿವ ಎಸ್.ಟಿ.ಸೋಮಶೇಖರ್ ಕುಸ್ತಿ ಪಟುಗಳಿಗೆ ಹಸ್ತಲಾಘವ ನೀಡುವ ಮೂಲಕ ಚಾಲನೆ ನೀಡಿದರು. ಚಿತ್ರ: ಶ್ರೀರಾಮ್ ಗಣೇಶ್ <box>492 713 1044 745</box>
photo-person <box>521 323 586 599</box>
column-divider <box>905 1015 906 1262</box>
column-divider <box>1094 1277 1095 2324</box>
registration-marks <box>711 2336 857 2350</box>
kpcc-headline-1: ಕೆಪಿಸಿಸಿ ಅಧ್ಯಕ್ಷ ಡಿಕೆಶಿ <box>67 171 381 227</box>
cd-probe-headline-2: ವೈಜ್ಞಾನಿಕ ತನಿಖೆ <box>943 1981 1057 2006</box>
kasapa-headline-2: ಸ್ಪರ್ಧಾಕಾಂಕ್ಷಿ ಮಹೇಶ್ ಜೋಷಿ ಭರವಸೆ <box>988 1053 1431 1094</box>
registration-dot <box>755 2337 765 2347</box>
registration-dot <box>803 2337 813 2347</box>
dks-wapas-headline-1: ಚುನಾವಣಾ ಪ್ರಚಾರವನ್ನು ಅರ್ಧಕ್ಕೆ ಬಿಟ್ಟು <box>1161 1277 1447 1303</box>
divider <box>492 1268 1507 1270</box>
honey-deck-1: ●'ಕೈ' ಕುಕ್ಕಿದ ಜೆಡಿಎಸ್ <box>1220 1840 1388 1865</box>
lead-headline-2: ಉಸ್ತುವಾರಿ ಸಚಿವ ಸೋಮಶೇಖರ್ ಚಾಲನೆ <box>617 206 1381 271</box>
continued-body-4: ಹೃದಯಾಘಾತದಿಂದ ಸಾವನ್ನಪ್ಪುತ್ತಿದ್ದಾರೆ. ಕೆಲವರಿಗೆ 40 ವರ್ಷದೊಳಗೇ ಹೃದಯ ಸಮಸ್ಯೆ ಕಾಣಿಸಿಕೊಳ್ಳುತ್ತಿದೆ. ಹೃದಯಾಘಾತದ ಸಂಖ್ಯೆ ಹೆಚ್ಚುತ್ತಿದ್ದು, ಮುಂದಿನ ದಿನಗಳಲ್ಲಿಯೂ ಇದೇ ರೀತಿ ಮುಂದುವರೆಯಲಿದೆ ಎಂದು ಜಯದೇವ ಹೃದ್ರೋಗ ಸಂಸ್ಥೆಯ ನಿರ್ದೇಶಕ ಡಾ.ಸಿ.ಎನ್.ಮಂಜುನಾಥ್ ಹೇಳಿದರು. <box>67 2040 474 2107</box>
election-note: ತಂಪಾಗಲಿರುವ ವಿಧಾನಸಭಾ ಚುನಾವಣೆ: ಉತ್ತರಪ್ರದೇಶದ ಪಂಚಾಯಿತಿ ಚುನಾವಣೆಯ ಜೊತೆಗೆ ಪಶ್ಚಿಮ ಬಂಗಾಳ 294, ತಮಿಳುನಾಡಿನ 234, ಕೇರಳದ 140, ಅಸ್ಸಾಂನ 126 ಮತ್ತು ಪುದುಚೇರಿಯ 30 ವಿಧಾನಸಭಾ ಕ್ಷೇತ್ರಗಳಿಗೆ ಚುನಾವಣೆ ನಡೆಯುತ್ತಿದೆ. ಮೇ 2ರಂದು ಫಲಿತಾಂಶ ಹೊರ ಬೀಳಲಿದೆ. <box>492 2241 899 2286</box>
page-label: ಪುಟ <box>77 93 99 111</box>
continued-body-5: ಶಾಲಾ ಬಿಸಿಯೂಟ ಯೋಜನೆ ಹೊಸ ನಿಯಮದಂತೆ ಕೇಂದ್ರ ಸರ್ಕಾರದ ನಿಯಮವನ್ನು ಪಾಲಿಸಲಾಗುತ್ತದೆ. ಅದರ ಕೇಂದ್ರದಿಂದ ಬರುವ ಧಾನ್ಯ ಯಾವುದೇ ಕುಂದು ಇಲ್ಲದಂತೆ ಶಾಲೆಗಳಿಗೆ ವಿತರಣೆ ಮಾಡಲಾಗುವುದು. 1 ರಿಂದ 8ನೇ ತರಗತಿವರೆಗಿನ ಮಕ್ಕಳಿಗೆ ಮಧ್ಯಾಹ್ನದ ಬಿಸಿಯೂಟ ಮುಂದುವರೆಯಲಿದೆ ಎಂದು ಶಿಕ್ಷಣ ಇಲಾಖೆ ತಿಳಿಸಿದೆ. <box>67 2239 474 2307</box>
registration-dot <box>1455 2337 1465 2347</box>
registration-dot <box>115 2337 125 2347</box>
honey-deck-2: ●ರಾಷ್ಟ್ರದಲ್ಲಿ ರಾಜ್ಯದ ಮಾನ ಹರಾಜು <box>1175 1869 1433 1894</box>
registration-dot <box>787 2337 797 2347</box>
page-number-box <box>67 81 183 124</box>
election-headline-1: ಮೊದಲ ಹಂತ: ಬಂಗಾಳ ಶೇ.79, <box>530 1950 860 1984</box>
registration-dot <box>83 2337 93 2347</box>
divider <box>492 1008 1507 1009</box>
